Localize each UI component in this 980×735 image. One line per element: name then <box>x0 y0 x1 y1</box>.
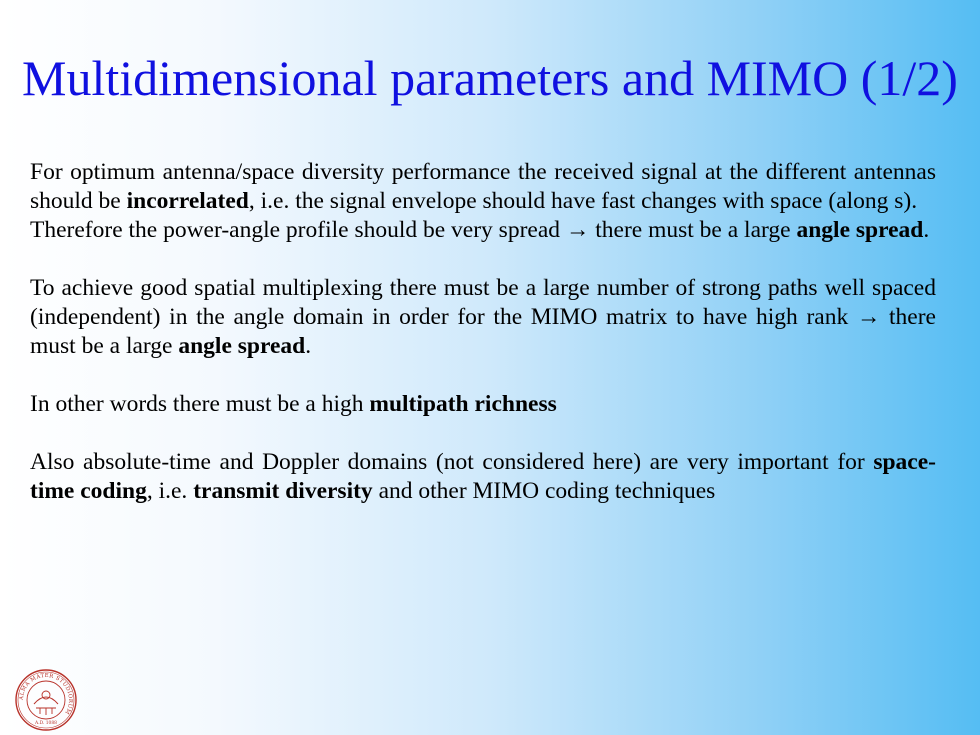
paragraph-multipath-richness <box>30 390 936 419</box>
text-run: For optimum antenna/space diversity performance the received signal at the different antennas should be <box>30 159 936 214</box>
paragraph-spatial-multiplexing <box>30 274 936 361</box>
slide-title: Multidimensional parameters and MIMO (1/2) <box>22 50 958 106</box>
bold-term: space-time coding <box>30 449 936 504</box>
paragraph-decorrelation <box>30 158 936 216</box>
seal-ring-text: ALMA MATER STUDIORUM <box>18 672 74 716</box>
text-run: . <box>923 217 930 243</box>
bold-term: angle spread <box>796 217 924 243</box>
text-run: To achieve good spatial multiplexing there must be a large number of strong paths well spaced (independent) in the angle domain in order for the MIMO matrix to have high rank → there must be a large <box>30 275 936 359</box>
text-run: , i.e. the signal envelope should have fast changes with space (along s). <box>248 188 918 214</box>
text-run: and other MIMO coding techniques <box>372 478 716 504</box>
slide-body <box>30 158 936 506</box>
bold-term: angle spread <box>178 333 306 359</box>
seal-date-text: A.D. 1088 <box>35 721 57 726</box>
university-seal-icon <box>14 668 78 732</box>
text-run: In other words there must be a high <box>30 391 370 417</box>
text-run: . <box>305 333 312 359</box>
text-run: , i.e. <box>146 478 194 504</box>
bold-term: transmit diversity <box>193 478 373 504</box>
text-run: Also absolute-time and Doppler domains (not considered here) are very important for <box>30 449 874 475</box>
bold-term: incorrelated <box>126 188 249 214</box>
paragraph-space-time-coding <box>30 448 936 506</box>
bold-term: multipath richness <box>369 391 557 417</box>
text-run: Therefore the power-angle profile should be very spread → there must be a large <box>30 217 797 243</box>
paragraph-angle-profile <box>30 216 936 245</box>
